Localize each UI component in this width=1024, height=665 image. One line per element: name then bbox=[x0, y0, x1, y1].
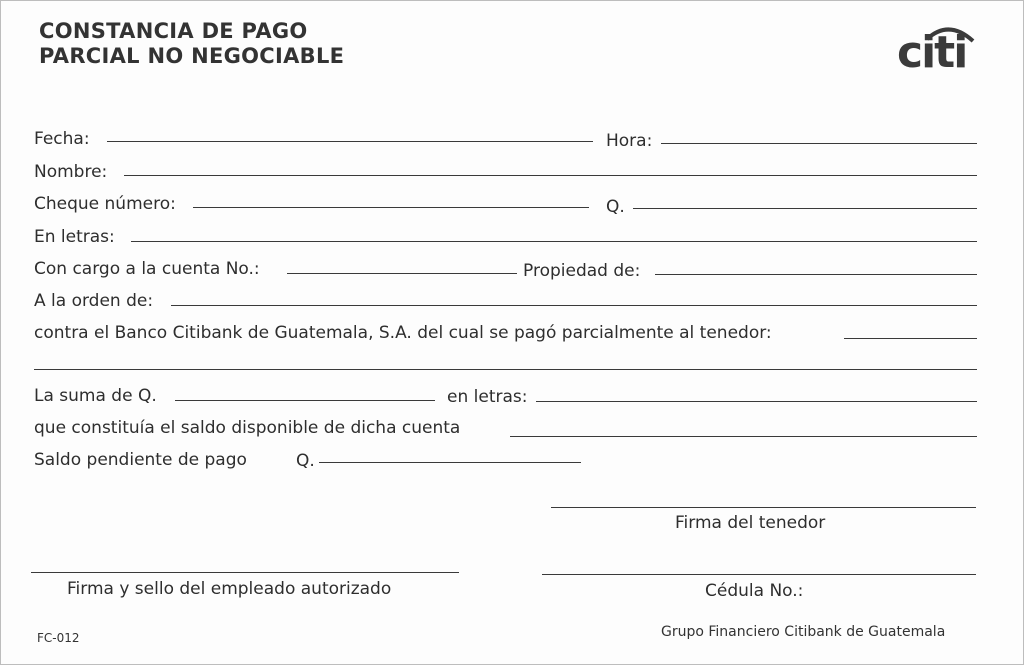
company-name: Grupo Financiero Citibank de Guatemala bbox=[661, 624, 946, 640]
label-cheque-numero: Cheque número: bbox=[34, 194, 176, 214]
form-title-line-1: CONSTANCIA DE PAGO bbox=[39, 19, 308, 43]
label-cedula: Cédula No.: bbox=[705, 581, 804, 601]
label-saldo-pendiente: Saldo pendiente de pago bbox=[34, 450, 247, 470]
q-cheque-line bbox=[633, 208, 977, 209]
tenedor-line-2 bbox=[34, 369, 977, 370]
label-nombre: Nombre: bbox=[34, 162, 108, 182]
form-title-line-2: PARCIAL NO NEGOCIABLE bbox=[39, 44, 345, 68]
form-title bbox=[39, 19, 344, 69]
label-con-cargo-cuenta: Con cargo a la cuenta No.: bbox=[34, 259, 260, 279]
form-code: FC-012 bbox=[37, 631, 80, 645]
label-en-letras-suma: en letras: bbox=[447, 387, 528, 407]
label-firma-tenedor: Firma del tenedor bbox=[675, 513, 826, 533]
saldo-disponible-line bbox=[510, 436, 977, 437]
citi-logo-text: citi bbox=[897, 27, 967, 78]
fecha-line bbox=[107, 141, 593, 142]
label-q-cheque: Q. bbox=[606, 197, 625, 217]
label-fecha: Fecha: bbox=[34, 129, 90, 149]
cuenta-line bbox=[287, 273, 517, 274]
saldo-pendiente-line bbox=[319, 462, 581, 463]
label-q-pendiente: Q. bbox=[296, 451, 315, 471]
nombre-line bbox=[124, 175, 977, 176]
cheque-numero-line bbox=[193, 207, 589, 208]
a-la-orden-line bbox=[171, 305, 977, 306]
firma-tenedor-line bbox=[551, 507, 976, 508]
label-propiedad: Propiedad de: bbox=[523, 261, 641, 281]
label-contra-banco: contra el Banco Citibank de Guatemala, S.A. del cual se pagó parcialmente al tenedor: bbox=[34, 323, 772, 343]
label-a-la-orden: A la orden de: bbox=[34, 291, 154, 311]
label-saldo-disponible: que constituía el saldo disponible de dicha cuenta bbox=[34, 418, 461, 438]
tenedor-line bbox=[844, 338, 977, 339]
suma-letras-line bbox=[536, 401, 977, 402]
label-hora: Hora: bbox=[606, 131, 653, 151]
citi-logo bbox=[897, 21, 977, 78]
label-en-letras: En letras: bbox=[34, 227, 115, 247]
cedula-line bbox=[542, 574, 976, 575]
hora-line bbox=[661, 143, 977, 144]
label-la-suma: La suma de Q. bbox=[34, 386, 157, 406]
label-firma-empleado: Firma y sello del empleado autorizado bbox=[67, 579, 392, 599]
suma-q-line bbox=[175, 400, 435, 401]
firma-empleado-line bbox=[31, 572, 459, 573]
en-letras-line bbox=[131, 241, 977, 242]
propiedad-line bbox=[655, 274, 977, 275]
